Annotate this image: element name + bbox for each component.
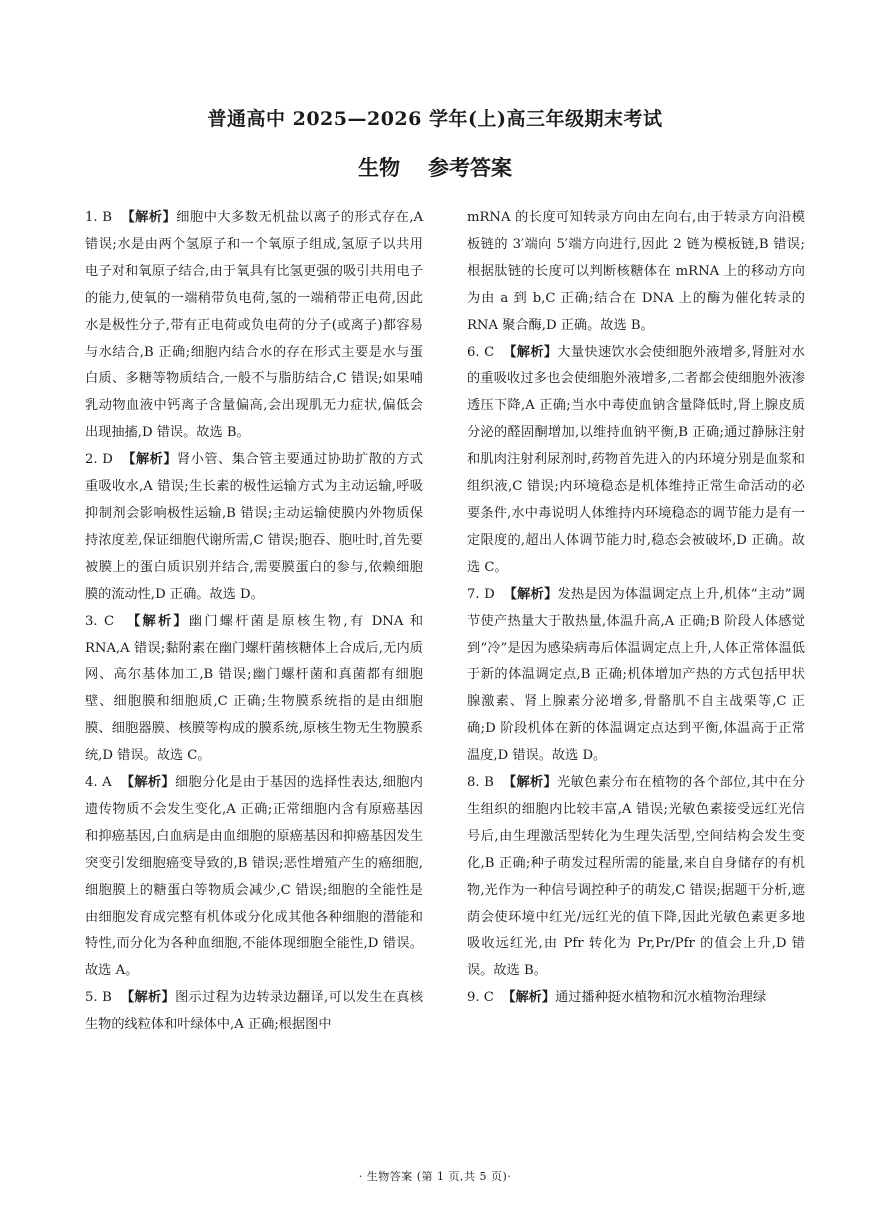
analysis-tag: 【解析】 [120,775,175,791]
answer-item-8 [467,770,805,985]
answer-text: 细胞中大多数无机盐以离子的形式存在,A 错误;水是由两个氢原子和一个氧原子组成,氢原子以共用电子对和氧原子结合,由于氧具有比氢更强的吸引共用电子的能力,使氧的一端稍带负电荷,氢的一端稍带正电荷,因此水是极性分子,带有正电荷或负电荷的分子(或离子)都容易与水结合,B 正确;细胞内结合水的存在形式主要是水与蛋白质、多糖等物质结合,一般不与脂肪结合,C 错误;如果哺乳动物血液中钙离子含量偏高,会出现肌无力症状,偏低会出现抽搐,D 错误。故选 B。 [85,210,424,441]
exam-title: 普通高中 2025—2026 学年(上)高三年级期末考试 [207,108,663,130]
answer-subtitle [0,152,870,182]
right-column [467,205,805,1012]
answer-number: 8. B [467,775,494,791]
analysis-tag: 【解析】 [127,613,189,629]
analysis-tag: 【解析】 [120,990,176,1006]
analysis-tag: 【解析】 [121,210,177,225]
answer-label: 参考答案 [428,155,512,180]
analysis-tag: 【解析】 [502,775,558,791]
answer-number: 2. D [85,452,113,468]
answer-text: 大量快速饮水会使细胞外液增多,肾脏对水的重吸收过多也会使细胞外液增多,二者都会使细胞外液渗透压下降,A 正确;当水中毒使血钠含量降低时,肾上腺皮质分泌的醛固酮增加,以维持血钠平衡,B 正确;通过静脉注射和肌肉注射利尿剂时,药物首先进入的内环境分别是血浆和组织液,C 错误;内环境稳态是机体维持正常生命活动的必要条件,水中毒说明人体维持内环境稳态的调节能力是有一定限度的,超出人体调节能力时,稳态会被破坏,D 正确。故选 C。 [467,344,805,575]
answer-text: 光敏色素分布在植物的各个部位,其中在分生组织的细胞内比较丰富,A 错误;光敏色素接受远红光信号后,由生理激活型转化为生理失活型,空间结构会发生变化,B 正确;种子萌发过程所需的能量,来自自身储存的有机物,光作为一种信号调控种子的萌发,C 错误;据题干分析,遮荫会使环境中红光/远红光的值下降,因此光敏色素更多地吸收远红光,由 Pfr 转化为 Pr,Pr/Pfr 的值会上升,D 错误。故选 B。 [467,775,806,979]
answer-number: 1. B [85,210,112,225]
answer-item-7 [467,582,805,770]
answer-text: 肾小管、集合管主要通过协助扩散的方式重吸收水,A 错误;生长素的极性运输方式为主动运输,呼吸抑制剂会影响极性运输,B 错误;主动运输使膜内外物质保持浓度差,保证细胞代谢所需,C 错误;胞吞、胞吐时,首先要被膜上的蛋白质识别并结合,需要膜蛋白的参与,依赖细胞膜的流动性,D 正确。故选 D。 [85,452,424,602]
answer-text: 细胞分化是由于基因的选择性表达,细胞内遗传物质不会发生变化,A 正确;正常细胞内含有原癌基因和抑癌基因,白血病是由血细胞的原癌基因和抑癌基因发生突变引发细胞癌变导致的,B 错误;恶性增殖产生的癌细胞,细胞膜上的糖蛋白等物质会减少,C 错误;细胞的全能性是由细胞发育成完整有机体或分化成其他各种细胞的潜能和特性,而分化为各种血细胞,不能体现细胞全能性,D 错误。故选 A。 [85,775,423,979]
answer-number: 4. A [85,775,112,791]
answer-item-3 [85,609,423,770]
answer-item-9 [467,985,805,1012]
subject-label: 生物 [358,155,400,180]
answer-text: mRNA 的长度可知转录方向由左向右,由于转录方向沿模板链的 3′端向 5′端方向进行,因此 2 链为模板链,B 错误;根据肽链的长度可以判断核糖体在 mRNA 上的移动方向为由 a 到 b,C 正确;结合在 DNA 上的酶为催化转录的 RNA 聚合酶,D 正确。故选 B。 [467,210,805,333]
answer-item-2 [85,447,423,608]
answer-item-5-continued [467,205,805,340]
answer-number: 6. C [467,344,495,360]
answer-text: 图示过程为边转录边翻译,可以发生在真核生物的线粒体和叶绿体中,A 正确;根据图中 [85,990,424,1033]
answer-number: 7. D [467,586,495,602]
answer-item-4 [85,770,423,985]
analysis-tag: 【解析】 [503,344,558,360]
answer-number: 3. C [85,613,115,629]
answer-number: 9. C [467,990,494,1006]
answer-text: 发热是因为体温调定点上升,机体“主动”调节使产热量大于散热量,体温升高,A 正确;B 阶段人体感觉到“冷”是因为感染病毒后体温调定点上升,人体正常体温低于新的体温调定点,B 正确;机体增加产热的方式包括甲状腺激素、肾上腺素分泌增多,骨骼肌不自主战栗等,C 正确;D 阶段机体在新的体温调定点达到平衡,体温高于正常温度,D 错误。故选 D。 [467,586,805,764]
left-column [85,205,423,1039]
answer-item-6 [467,340,805,582]
answer-item-5 [85,985,423,1039]
answer-text: 通过播种挺水植物和沉水植物治理绿 [555,990,767,1006]
analysis-tag: 【解析】 [502,990,556,1006]
page-footer: · 生物答案 (第 1 页,共 5 页)· [358,1170,512,1183]
answer-number: 5. B [85,990,112,1006]
analysis-tag: 【解析】 [122,452,178,468]
analysis-tag: 【解析】 [503,586,558,602]
answer-item-1 [85,205,423,447]
answer-text: 幽门螺杆菌是原核生物,有 DNA 和 RNA,A 错误;黏附素在幽门螺杆菌核糖体上合成后,无内质网、高尔基体加工,B 错误;幽门螺杆菌和真菌都有细胞壁、细胞膜和细胞质,C 正确;生物膜系统指的是由细胞膜、细胞器膜、核膜等构成的膜系统,原核生物无生物膜系统,D 错误。故选 C。 [85,613,424,764]
